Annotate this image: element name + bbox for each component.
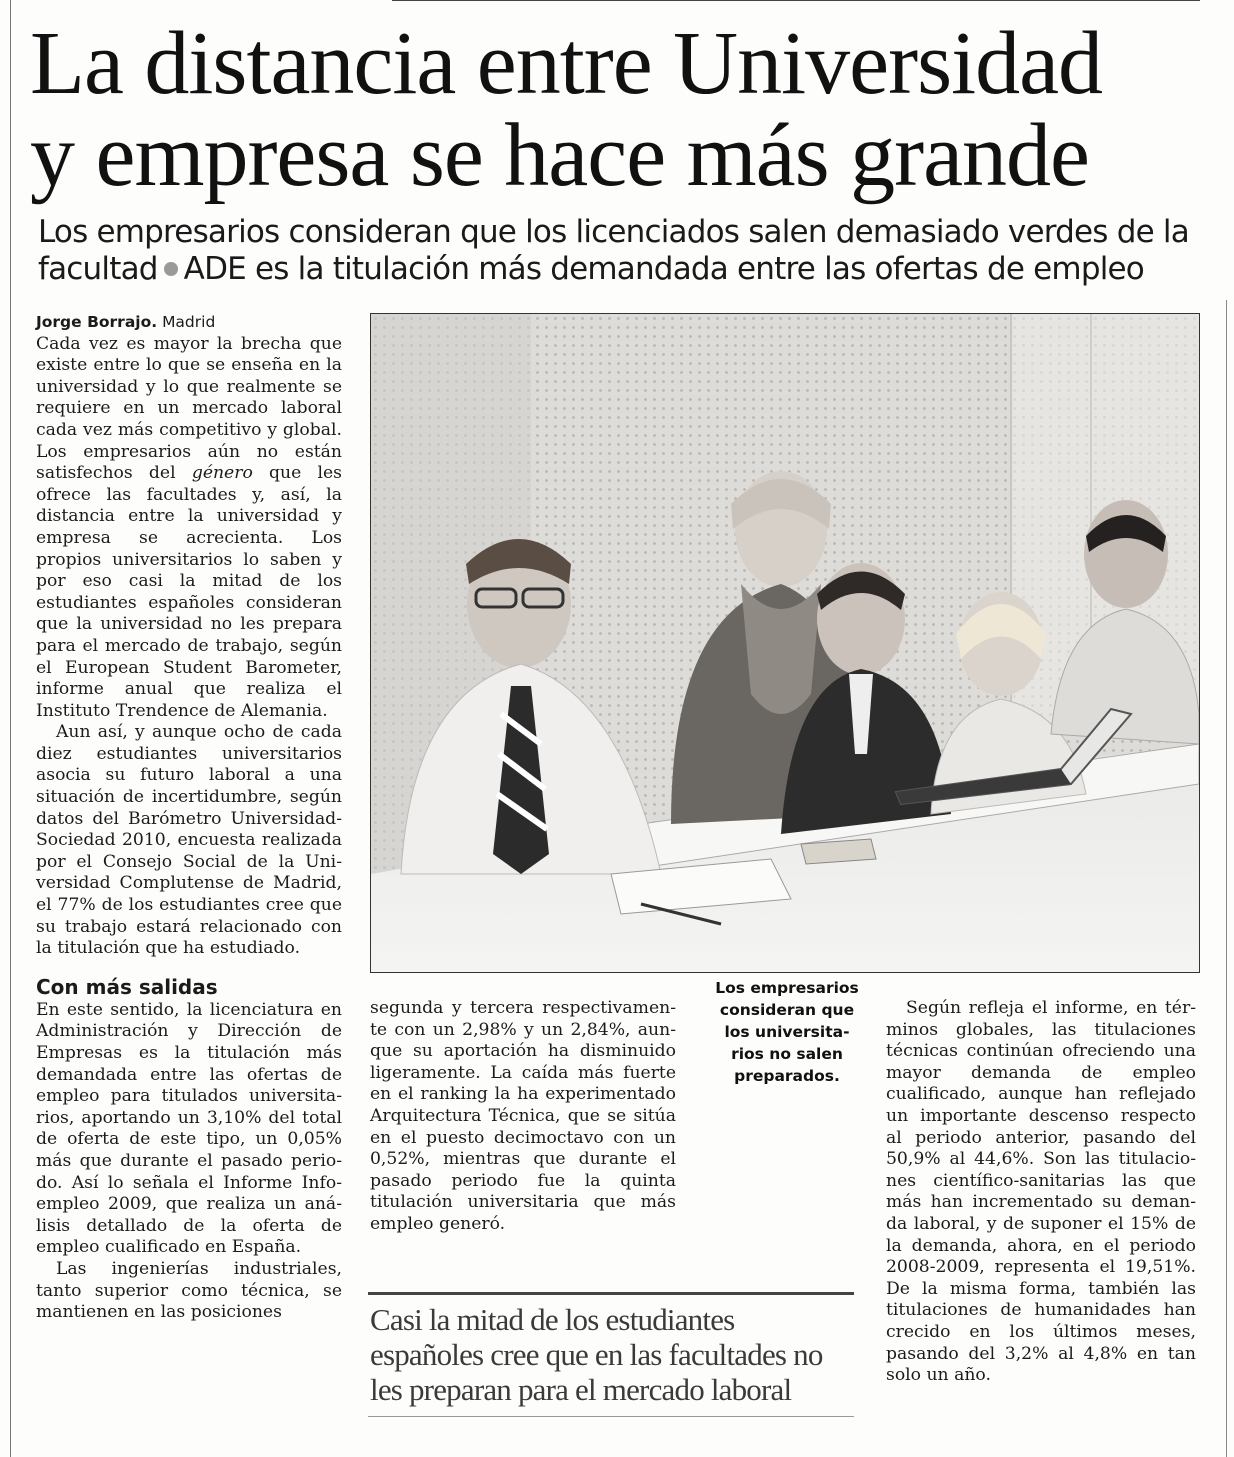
author-name: Jorge Borrajo. [36, 313, 158, 331]
photo-illustration [371, 314, 1199, 972]
left-border-line [10, 0, 11, 1457]
paragraph [36, 334, 342, 723]
section-title: Con más salidas [36, 974, 218, 999]
headline-line-2: y empresa se hace más grande [30, 106, 1089, 205]
subhead-part-1: Los empresarios consideran que los licenciados salen demasiado verdes de la facultad [38, 214, 1189, 287]
column-1 [36, 312, 342, 1324]
headline-line-1: La distancia entre Universidad [30, 14, 1103, 113]
article-subheadline [38, 214, 1223, 288]
dateline-location: Madrid [162, 313, 216, 331]
top-border-line [392, 0, 1200, 1]
pullquote: Casi la mitad de los estudiantes españoles cree que en las facultades no les preparan para el mercado laboral [370, 1302, 823, 1407]
article-photo [370, 313, 1200, 973]
paragraph: Aun así, y aunque ocho de cada diez estudiantes universitarios asocia su futuro laboral a una situación de incertidumbre, según datos del Barómetro Universidad-Sociedad 2010, encuesta realizada por el Consejo Social de la Universidad Complutense de Madrid, el 77% de los estudiantes cree que su trabajo estará relacionado con la titulación que ha estudiado. [36, 722, 342, 959]
column-2 [370, 998, 676, 1236]
photo-caption: Los empresarios consideran que los universitarios no salen preparados. [715, 979, 859, 1085]
right-border-line [1226, 300, 1227, 1457]
byline [36, 312, 342, 334]
paragraph-text: Cada vez es mayor la brecha que existe entre lo que se enseña en la universidad y lo que realmente se requiere en un mercado laboral cada vez más competitivo y global. Los empresarios aún no están satisfechos del [36, 333, 342, 484]
article-headline [30, 14, 1220, 205]
paragraph: Según refleja el informe, en términos globales, las titulaciones técnicas continúan ofreciendo una mayor demanda de empleo cualificado, aunque han reflejado un importante descenso respecto al periodo anterior, pasando del 50,9% al 44,6%. Son las titulaciones científico-sanitarias las que más han incrementado su demanda laboral, y de suponer el 15% de la demanda, ahora, en el periodo 2008-2009, representa el 19,51%. De la misma forma, también las titulaciones de humanidades han crecido en los últimos meses, pasando del 3,2% al 4,8% en tan solo un año. [886, 998, 1196, 1386]
subhead-part-2: ADE es la titulación más demandada entre las ofertas de empleo [183, 251, 1144, 287]
bullet-dot-icon [164, 262, 178, 276]
paragraph: segunda y tercera respectivamente con un 2,98% y un 2,84%, aunque su aportación ha disminuido ligeramente. La caída más fuerte en el ranking la ha experimentado Arquitectura Técnica, que se sitúa en el puesto decimoctavo con un 0,52%, mientras que durante el pasado periodo fue la quinta titulación universitaria que más empleo generó. [370, 998, 676, 1234]
pullquote-bottom-rule [368, 1416, 854, 1417]
paragraph: Las ingenierías industriales, tanto superior como técnica, se mantienen en las posiciones [36, 1258, 342, 1323]
pullquote-top-rule [368, 1292, 854, 1295]
column-3 [886, 998, 1196, 1387]
paragraph: En este sentido, la licenciatura en Administración y Dirección de Empresas es la titulación más demandada entre las ofertas de empleo para titulados universitarios, aportando un 3,10% del total de oferta de este tipo, un 0,05% más que durante el pasado periodo. Así lo señala el Informe Infoempleo 2009, que realiza un análisis detallado de la oferta de empleo cualificado en España. [36, 999, 342, 1258]
paragraph-text: que les ofrece las facultades y, así, la distancia entre la universidad y empresa se acrecienta. Los propios universitarios lo saben y por eso casi la mitad de los estudiantes españoles consideran que la universidad no les prepara para el mercado de trabajo, según el European Student Barometer, informe anual que realiza el Instituto Trendence de Alemania. [36, 463, 342, 721]
emphasis-text: género [191, 463, 253, 484]
